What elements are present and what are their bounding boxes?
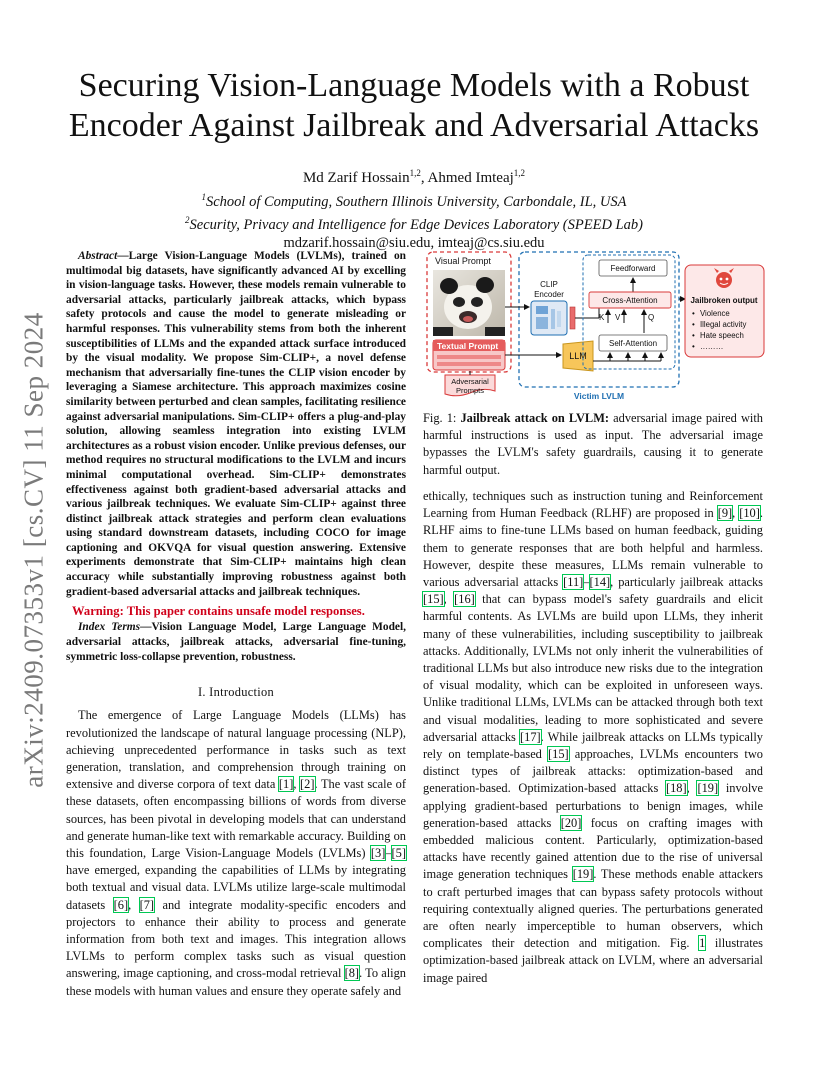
panda-image (433, 270, 505, 336)
aff-2-text: Security, Privacy and Intelligence for Edge Devices Laboratory (SPEED Lab) (189, 216, 643, 233)
adversarial-prompts-label-1: Adversarial (451, 377, 489, 386)
citation-link[interactable]: [15] (548, 747, 569, 762)
text: . To align these models with human values and ensure they operate safely and (66, 966, 407, 998)
text: – (583, 575, 590, 590)
text: , (686, 781, 698, 796)
text: . RLHF aims to fine-tune LLMs based on human feedback, guiding them to generate responses that are both helpful and harmless. However, despite these measures, LLMs remain vulnerable to various adversarial attacks (423, 506, 763, 590)
text: . While jailbreak attacks on LLMs typically rely on template-based (423, 729, 763, 762)
output-item: ……… (700, 342, 724, 351)
abstract (66, 249, 406, 599)
llm-label: LLM (569, 351, 587, 361)
text: , particularly jailbreak attacks (610, 575, 763, 590)
text: approaches, LVLMs encounters two distinct types of jailbreak attacks: optimization-based and generation-based. Optimization-based attacks (423, 747, 763, 796)
citation-link[interactable]: [11] (563, 575, 584, 590)
caption-label: Fig. 1: (423, 411, 461, 425)
text: , (293, 777, 301, 792)
output-item: Hate speech (700, 331, 744, 340)
intro-paragraph (66, 707, 406, 999)
title-line-1: Securing Vision-Language Models with a Robust (78, 67, 750, 104)
affiliation-1 (60, 188, 768, 211)
left-column (66, 249, 406, 1000)
text: . These methods enable attackers to craft perturbed images that can bypass safety protocols without requiring contextually aligned queries. The perturbations generated are often nearly imperceptible to human observers, which complicates their detection and mitigation. Fig. (423, 867, 763, 951)
abstract-text: —Large Vision-Language Models (LVLMs), trained on multimodal big datasets, have significantly advanced AI by excelling in vision-language tasks. However, these models remain vulnerable to adversarial attacks, particularly jailbreak attacks, which bypass safety protocols and cause the model to generate misleading or harmful responses. This vulnerability stems from both the inherent susceptibilities of LLMs and the expanded attack surface introduced by the visual modality. We propose Sim-CLIP+, a novel defense mechanism that adversarially fine-tunes the CLIP vision encoder by leveraging a Siamese architecture. This approach maximizes cosine similarity between perturbed and clean samples, facilitating resilience against adversarial manipulations. Sim-CLIP+ offers a plug-and-play solution, allowing seamless integration into existing LVLM architectures as a robust vision encoder. Unlike previous defenses, our method requires no structural modifications to the LVLM and incurs minimal computational overhead. Sim-CLIP+ demonstrates effectiveness against both gradient-based adversarial attacks and various jailbreak techniques. We evaluate Sim-CLIP+ against three distinct jailbreak attack strategies and perform clean evaluations using standard downstream datasets, including COCO for image captioning and OKVQA for visual question answering. Extensive experiments demonstrate that Sim-CLIP+ maintains high clean accuracy while substantially improving robustness against both gradient-based adversarial attacks and jailbreak techniques. (66, 250, 406, 598)
text: have emerged, expanding the capabilities of LLMs by integrating both textual and visual data. LVLMs utilize large-scale multimodal datasets (66, 863, 406, 912)
jailbreak-diagram (423, 249, 766, 404)
citation-link[interactable]: [20] (560, 815, 582, 830)
clip-label-2: Encoder (534, 290, 564, 299)
author-block (60, 163, 768, 252)
right-column (423, 488, 763, 987)
citation-link[interactable]: [19] (572, 867, 594, 882)
citation-link[interactable]: [2] (300, 777, 315, 792)
abstract-label: Abstract (78, 250, 118, 262)
clip-encoder-icon (531, 301, 567, 335)
right-paragraph (423, 488, 763, 987)
aff-2-sup: 2 (185, 214, 190, 225)
clip-label-1: CLIP (540, 280, 558, 289)
index-terms-label: Index Terms (78, 621, 141, 634)
aff-1-text: School of Computing, Southern Illinois University, Carbondale, IL, USA (206, 193, 627, 210)
citation-link[interactable]: [19] (697, 781, 719, 796)
unsafe-warning: Warning: This paper contains unsafe model responses. (72, 604, 365, 619)
value-label: V (615, 313, 621, 322)
query-label: Q (648, 313, 655, 322)
text: – (385, 846, 392, 861)
output-item: Illegal activity (700, 320, 747, 329)
citation-link[interactable]: [10] (739, 506, 760, 521)
citation-link[interactable]: [9] (717, 506, 733, 521)
section-heading-introduction: I. Introduction (197, 685, 275, 700)
affiliation-2 (60, 211, 768, 234)
text: illustrates optimization-based jailbreak attack on LVLM, where an adversarial image paired (423, 936, 763, 985)
output-bullet: • (692, 309, 695, 318)
cross-attention-label: Cross-Attention (602, 296, 658, 305)
output-item: Violence (700, 309, 730, 318)
index-terms (66, 620, 406, 664)
visual-prompt-label: Visual Prompt (435, 256, 491, 266)
arxiv-identifier: arXiv:2409.07353v1 [cs.CV] 11 Sep 2024 (18, 312, 49, 788)
author-2: Ahmed Imteaj (427, 170, 514, 186)
paper-title (60, 66, 768, 146)
citation-link[interactable]: [16] (454, 592, 475, 607)
jailbroken-output-title: Jailbroken output (690, 296, 758, 305)
text: , (128, 897, 140, 912)
citation-link[interactable]: [7] (139, 897, 155, 912)
output-bullet: • (692, 331, 695, 340)
text: The emergence of Large Language Models (LLMs) has revolutionized the landscape of natural language processing (NLP), achieving unprecedented performance in tasks such as text generation, translation, and comprehension through training on extensive and diverse corpora of text data (66, 708, 406, 792)
text: . The vast scale of these datasets, often encompassing billions of words from diverse sources, has been pivotal in developing models that can understand and generate human-like text with remarkable accuracy. Building on this foundation, Large Vision-Language Models (LVLMs) (66, 777, 406, 861)
text: , (732, 506, 740, 521)
author-1: Md Zarif Hossain (302, 170, 410, 186)
author-names: Md Zarif Hossain$^{1,2}$, Ahmed Imteaj$^{1,2}$ (302, 168, 526, 186)
text: focus on crafting images with embedded malicious content. Particularly, optimization-based attacks have recently gained attention due to the rise of universal image generation techniques (423, 815, 763, 882)
citation-link[interactable]: [8] (344, 966, 360, 981)
arxiv-sidebar (14, 250, 54, 850)
key-label: K (599, 313, 605, 322)
text: that can bypass model's safety guardrails and elicit harmful contents. As LVLMs are build upon LLMs, they inherit many of these vulnerabilities, including susceptibility to jailbreak attacks. Additionally, LVLMs not only inherit the vulnerabilities of traditional LLMs but also introduce new risks due to the integration of visual modality, which can be exploited in unforeseen ways. Unlike traditional LLMs, LVLMs can be attacked through both text and visual modalities, leading to more sophisticated and severe adversarial attacks (423, 592, 763, 744)
citation-link[interactable]: [18] (665, 781, 687, 796)
caption-bold: Jailbreak attack on LVLM: (460, 411, 610, 425)
text: , (443, 592, 455, 607)
citation-link[interactable]: [14] (589, 575, 611, 590)
feedforward-label: Feedforward (610, 264, 656, 273)
citation-link[interactable]: [3] (370, 846, 386, 861)
text: and integrate modality-specific encoders and projectors to enhance their ability to process and generate information from both text and images. This integration allows LVLMs to perform complex tasks such as visual question answering, image captioning, and cross-modal retrieval (66, 897, 406, 981)
text: involve applying gradient-based perturbations to benign images, while generation-based attacks (423, 781, 763, 830)
author-1-sup: 1,2 (409, 168, 421, 178)
figure-1 (423, 249, 766, 404)
index-terms-text: —Vision Language Model, Large Language Model, adversarial attacks, jailbreak attacks, adversarial fine-tuning, symmetric loss-collapse prevention, robustness. (66, 621, 406, 663)
citation-link[interactable]: [6] (113, 897, 129, 912)
author-emails: mdzarif.hossain@siu.edu, imteaj@cs.siu.edu (283, 234, 545, 251)
citation-link[interactable]: [1] (278, 777, 294, 792)
author-2-sup: 1,2 (513, 168, 526, 178)
aff-1-sup: 1 (201, 192, 206, 202)
figure-link[interactable]: 1 (699, 936, 706, 951)
citation-link[interactable]: [5] (391, 846, 406, 861)
caption-text: adversarial image paired with harmful instructions is used as input. The adversarial image bypasses the LVLM's safety guardrails, causing it to generate harmful output. (423, 411, 763, 477)
citation-link[interactable]: [17] (520, 729, 541, 744)
self-attention-label: Self-Attention (608, 339, 658, 348)
text: ethically, techniques such as instruction tuning and Reinforcement Learning from Human Feedback (RLHF) are proposed in (423, 489, 763, 521)
adversarial-prompts-label-2: Prompts (456, 386, 484, 395)
citation-link[interactable]: [15] (423, 592, 444, 607)
output-bullet: • (692, 320, 695, 329)
figure-caption (423, 410, 763, 479)
title-line-2: Encoder Against Jailbreak and Adversarial Attacks (68, 107, 760, 144)
output-bullet: • (692, 342, 695, 351)
textual-prompt-label: Textual Prompt (437, 341, 499, 351)
victim-lvlm-label: Victim LVLM (573, 391, 625, 401)
